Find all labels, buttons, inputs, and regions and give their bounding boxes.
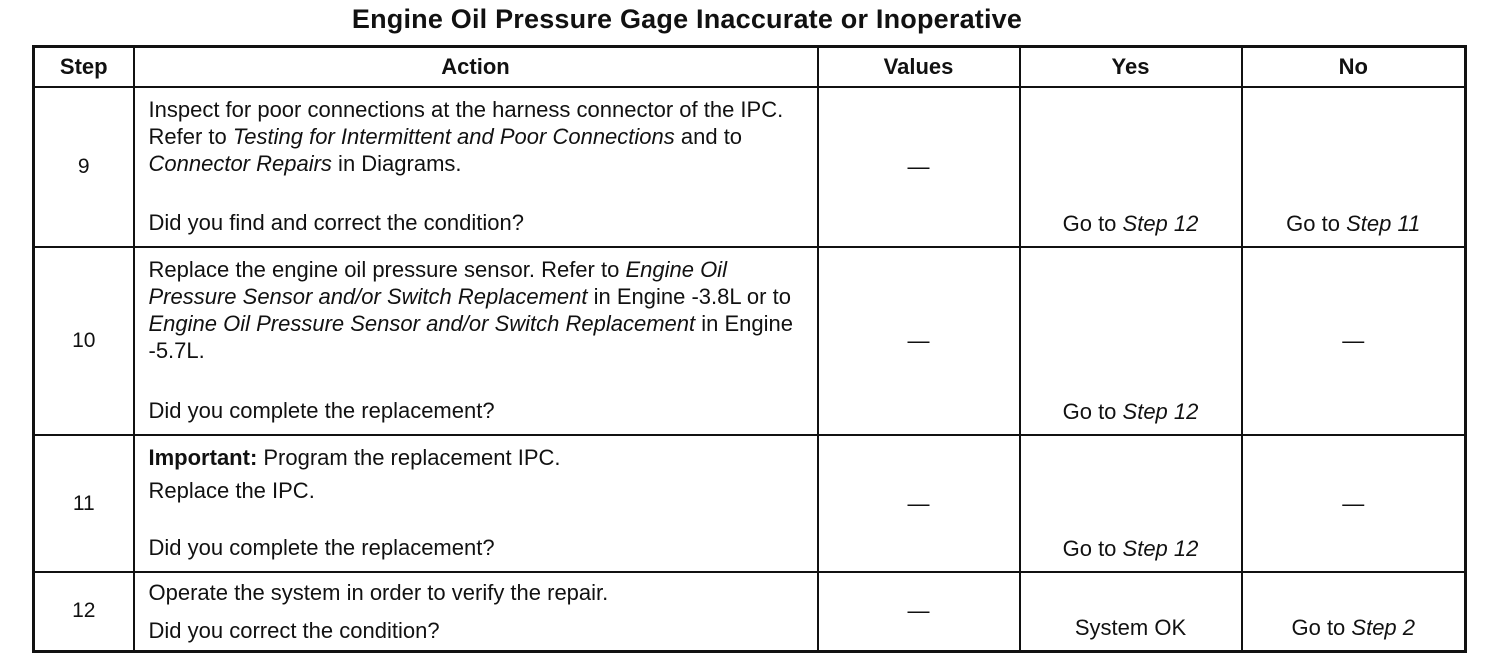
action-cell bbox=[134, 87, 818, 247]
action-question: Did you complete the replacement? bbox=[148, 535, 495, 560]
action-text: Replace the IPC. bbox=[148, 478, 315, 503]
yes-cell: System OK bbox=[1020, 572, 1242, 651]
action-question: Did you correct the condition? bbox=[148, 617, 440, 643]
diagnostic-table bbox=[32, 45, 1467, 653]
table-row bbox=[34, 572, 1466, 651]
step-number: 11 bbox=[34, 435, 134, 572]
table-row bbox=[34, 247, 1466, 435]
action-text: Operate the system in order to verify the repair. bbox=[148, 580, 609, 605]
table-row bbox=[34, 87, 1466, 247]
header-step: Step bbox=[34, 47, 134, 88]
header-yes: Yes bbox=[1020, 47, 1242, 88]
action-question: Did you complete the replacement? bbox=[148, 398, 495, 423]
header-no: No bbox=[1242, 47, 1466, 88]
header-values: Values bbox=[818, 47, 1020, 88]
no-cell: — bbox=[1242, 435, 1466, 572]
action-cell bbox=[134, 572, 818, 651]
important-note: Important: Program the replacement IPC. bbox=[148, 445, 561, 470]
no-cell: Go to Step 11 bbox=[1242, 87, 1466, 247]
action-text: Inspect for poor connections at the harness connector of the IPC. Refer to Testing for Intermittent and Poor Connections and to Connector Repairs in Diagrams. bbox=[148, 97, 784, 176]
yes-cell: Go to Step 12 bbox=[1020, 87, 1242, 247]
step-number: 10 bbox=[34, 247, 134, 435]
action-text: Replace the engine oil pressure sensor. Refer to Engine Oil Pressure Sensor and/or Switch Replacement in Engine -3.8L or to Engine Oil Pressure Sensor and/or Switch Replacement in Engine -5.7L. bbox=[148, 257, 793, 363]
action-question: Did you find and correct the condition? bbox=[148, 210, 524, 235]
step-number: 12 bbox=[34, 572, 134, 651]
values-cell: — bbox=[818, 87, 1020, 247]
action-cell bbox=[134, 247, 818, 435]
yes-cell: Go to Step 12 bbox=[1020, 435, 1242, 572]
header-action: Action bbox=[134, 47, 818, 88]
yes-cell: Go to Step 12 bbox=[1020, 247, 1242, 435]
table-row bbox=[34, 435, 1466, 572]
values-cell: — bbox=[818, 247, 1020, 435]
important-label: Important: bbox=[148, 445, 258, 470]
header-row bbox=[34, 47, 1466, 88]
values-cell: — bbox=[818, 435, 1020, 572]
step-number: 9 bbox=[34, 87, 134, 247]
values-cell: — bbox=[818, 572, 1020, 651]
no-cell: — bbox=[1242, 247, 1466, 435]
page-title: Engine Oil Pressure Gage Inaccurate or Inoperative bbox=[351, 4, 1023, 34]
action-cell bbox=[134, 435, 818, 572]
no-cell: Go to Step 2 bbox=[1242, 572, 1466, 651]
